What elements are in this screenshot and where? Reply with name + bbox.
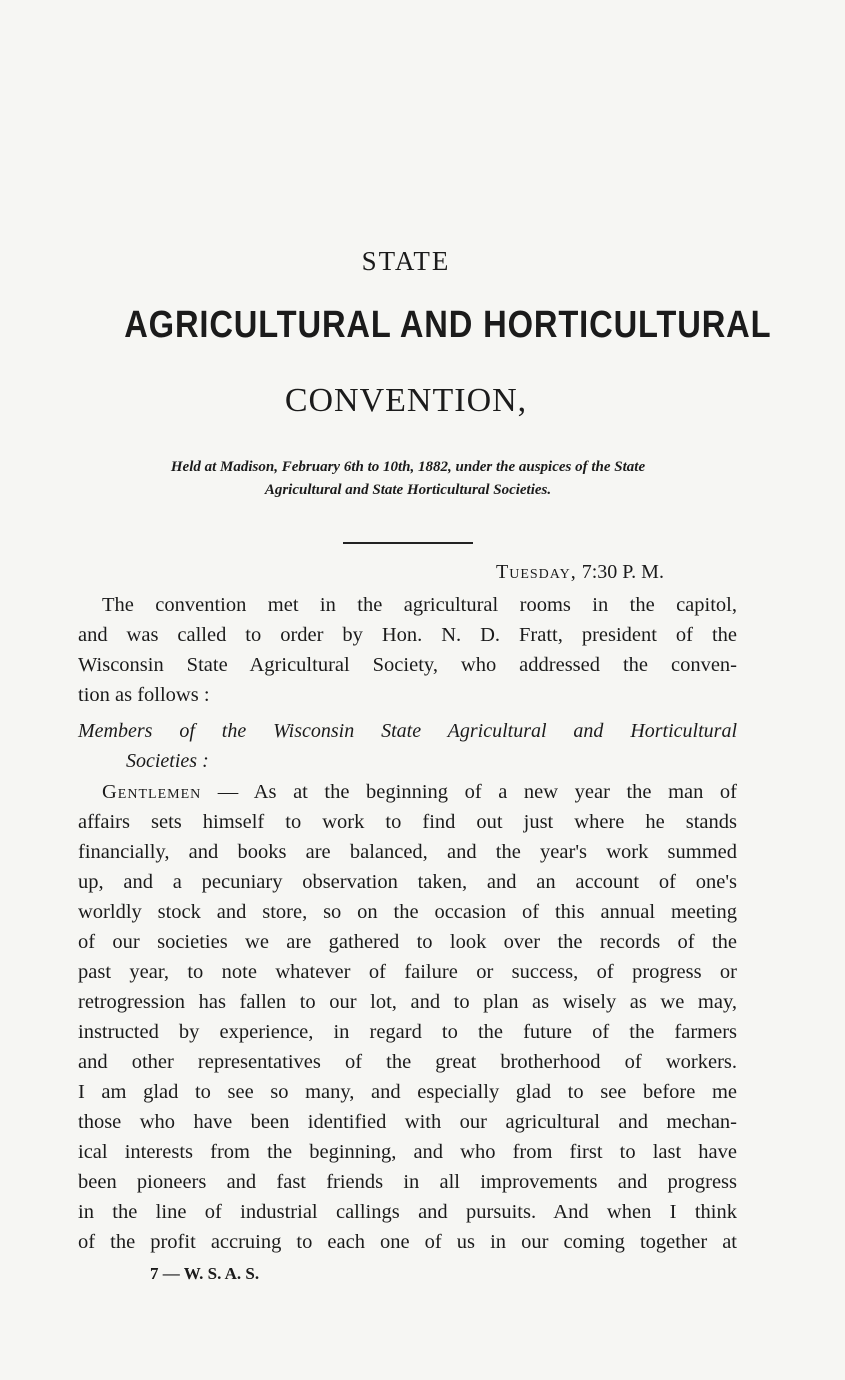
address-first-line-rest: — As at the beginning of a new year the man of: [201, 781, 737, 803]
salutation: [78, 716, 737, 776]
intro-line: Wisconsin State Agricultural Society, who addressed the conven-: [78, 654, 737, 676]
subtitle-line-2: Agricultural and State Horticultural Societies.: [264, 482, 552, 498]
heading-main: AGRICULTURAL AND HORTICULTURAL: [124, 304, 772, 346]
intro-line: The convention met in the agricultural rooms in the capitol,: [102, 594, 737, 616]
address-line: affairs sets himself to work to find out just where he stands: [78, 811, 737, 833]
session-hour: 7:30 P. M.: [581, 561, 664, 583]
address-line: those who have been identified with our agricultural and mechan-: [78, 1111, 737, 1133]
address-line: financially, and books are balanced, and the year's work summed: [78, 841, 737, 863]
address-paragraph: [78, 777, 737, 1257]
session-day: Tuesday,: [496, 561, 577, 583]
address-line: up, and a pecuniary observation taken, and an account of one's: [78, 871, 737, 893]
address-line: of our societies we are gathered to look over the records of the: [78, 931, 737, 953]
intro-line: and was called to order by Hon. N. D. Fratt, president of the: [78, 624, 737, 646]
address-line: ical interests from the beginning, and who from first to last have: [78, 1141, 737, 1163]
address-line: I am glad to see so many, and especially glad to see before me: [78, 1081, 737, 1103]
salutation-line-2: Societies :: [126, 750, 209, 772]
address-line: past year, to note whatever of failure or success, of progress or: [78, 961, 737, 983]
address-line: been pioneers and fast friends in all improvements and progress: [78, 1171, 737, 1193]
session-time: [496, 561, 664, 584]
address-line: of the profit accruing to each one of us in our coming together at: [78, 1231, 737, 1253]
address-line: worldly stock and store, so on the occasion of this annual meeting: [78, 901, 737, 923]
address-line: instructed by experience, in regard to the future of the farmers: [78, 1021, 737, 1043]
divider-rule: [343, 542, 473, 544]
signature-mark: 7 — W. S. A. S.: [150, 1264, 260, 1283]
address-first-line: [78, 777, 737, 807]
heading-state: STATE: [361, 246, 451, 276]
subtitle: [74, 456, 742, 502]
heading-convention: CONVENTION,: [284, 382, 528, 419]
salutation-line-1: Members of the Wisconsin State Agricultural and Horticultural: [78, 720, 737, 742]
subtitle-line-1: Held at Madison, February 6th to 10th, 1882, under the auspices of the State: [170, 459, 646, 475]
intro-line: tion as follows :: [78, 684, 210, 706]
address-opening-word: Gentlemen: [102, 781, 202, 803]
address-line: in the line of industrial callings and pursuits. And when I think: [78, 1201, 737, 1223]
intro-paragraph: [78, 590, 737, 710]
address-line: retrogression has fallen to our lot, and to plan as wisely as we may,: [78, 991, 737, 1013]
address-line: and other representatives of the great brotherhood of workers.: [78, 1051, 737, 1073]
